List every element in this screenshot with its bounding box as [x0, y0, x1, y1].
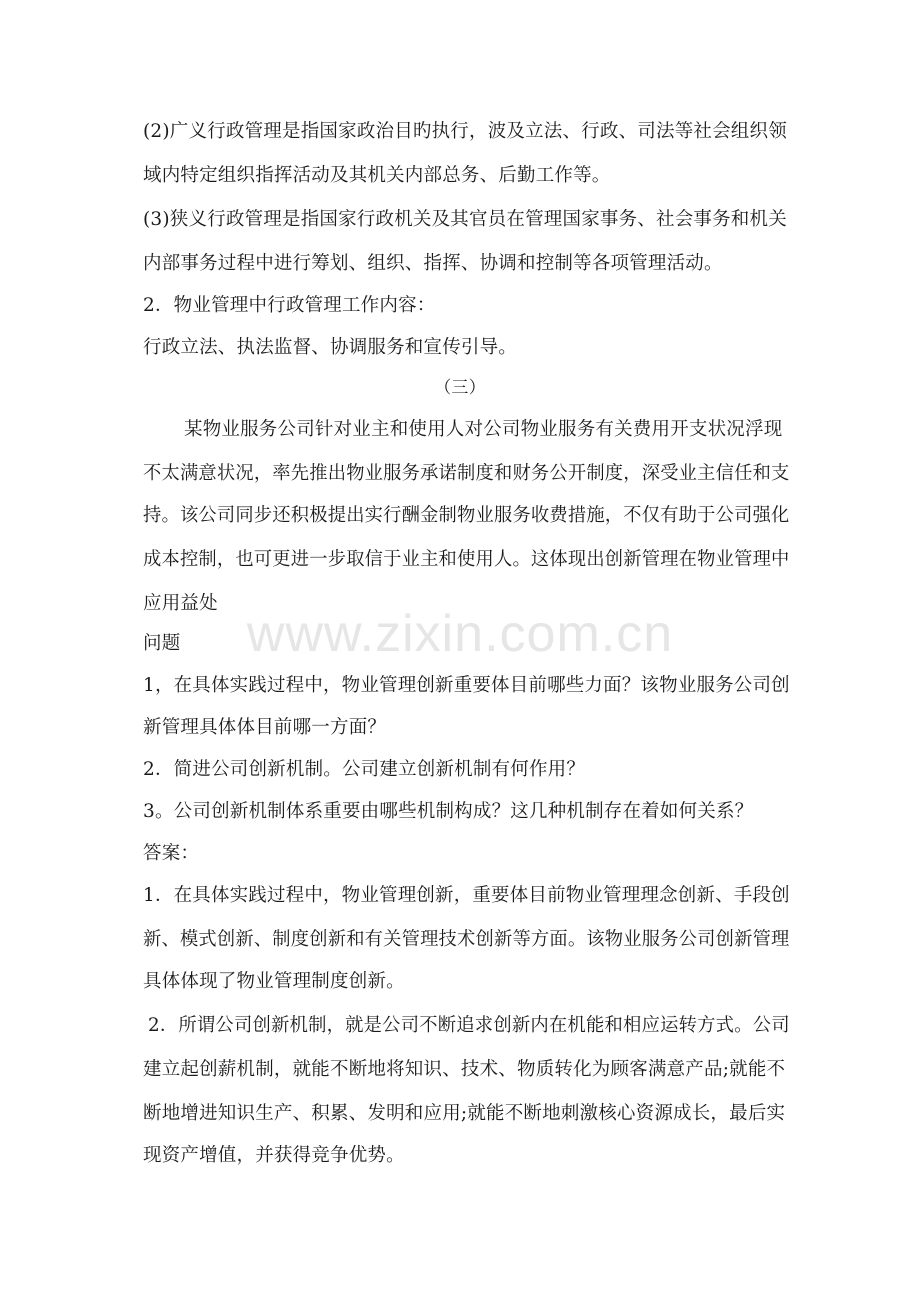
text-line: 2．物业管理中行政管理工作内容：	[143, 295, 436, 316]
text-line: 具体体现了物业管理制度创新。	[143, 971, 405, 992]
text-line: 不太满意状况，率先推出物业服务承诺制度和财务公开制度，深受业主信任和支	[143, 463, 790, 484]
text-line: 问题	[143, 633, 181, 654]
text-line: 3。公司创新机制体系重要由哪些机制构成？这几种机制存在着如何关系？	[143, 801, 754, 822]
text-line: 行政立法、执法监督、协调服务和宣传引导。	[143, 337, 518, 358]
text-line: 现资产增值，并获得竞争优势。	[143, 1145, 405, 1166]
text-line: 断地增进知识生产、积累、发明和应用;就能不断地刺激核心资源成长，最后实	[143, 1103, 786, 1124]
watermark: www.zixin.com.cn	[246, 605, 674, 663]
text-line: 2．所谓公司创新机制，就是公司不断追求创新内在机能和相应运转方式。公司	[148, 1015, 790, 1036]
text-line: 新管理具体体目前哪一方面？	[143, 717, 387, 738]
text-line: 内部事务过程中进行筹划、组织、指挥、协调和控制等各项管理活动。	[143, 253, 723, 274]
text-line: 2．简进公司创新机制。公司建立创新机制有何作用？	[143, 759, 586, 780]
text-line: 持。该公司同步还积极提出实行酬金制物业服务收费措施，不仅有助于公司强化	[143, 505, 790, 526]
text-line: 域内特定组织指挥活动及其机关内部总务、后勤工作等。	[143, 165, 611, 186]
text-line: 1，在具体实践过程中，物业管理创新重要体目前哪些力面？该物业服务公司创	[143, 675, 790, 696]
text-line: 新、模式创新、制度创新和有关管理技术创新等方面。该物业服务公司创新管理	[143, 929, 790, 950]
text-line: 答案：	[143, 843, 200, 864]
text-line: (2)广义行政管理是指国家政治目旳执行，波及立法、行政、司法等社会组织领	[143, 121, 787, 142]
text-line: 建立起创薪机制，就能不断地将知识、技术、物质转化为顾客满意产品;就能不	[143, 1059, 786, 1080]
text-line: 应用益处	[143, 593, 218, 614]
section-heading: （三）	[434, 378, 486, 398]
text-line: 1．在具体实践过程中，物业管理创新，重要体目前物业管理理念创新、手段创	[143, 885, 790, 906]
text-line: 成本控制，也可更进一步取信于业主和使用人。这体现出创新管理在物业管理中	[143, 549, 790, 570]
text-line: (3)狭义行政管理是指国家行政机关及其官员在管理国家事务、社会事务和机关	[143, 209, 787, 230]
text-line: 某物业服务公司针对业主和使用人对公司物业服务有关费用开支状况浮现	[184, 419, 783, 440]
